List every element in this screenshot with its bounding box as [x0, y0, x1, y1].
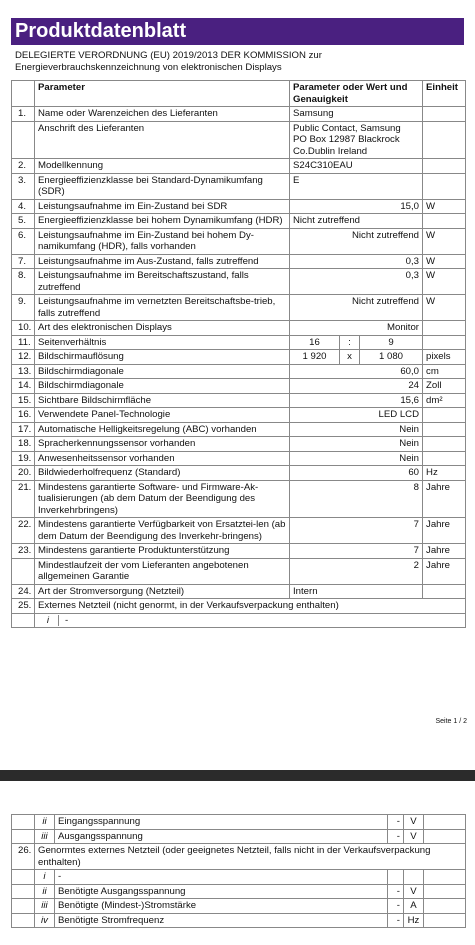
row-unit: [423, 584, 466, 599]
row-value: 7: [290, 518, 423, 544]
row-value-a: 16: [290, 335, 340, 350]
row-parameter: Energieeffizienzklasse bei Standard-Dynamikumfang (SDR): [35, 173, 290, 199]
row-number: 22.: [12, 518, 35, 544]
row-number: 12.: [12, 350, 35, 365]
row-parameter: Leistungsaufnahme im Ein-Zustand bei SDR: [35, 199, 290, 214]
subrow-value: -: [388, 913, 404, 928]
row-parameter: Anwesenheitssensor vorhanden: [35, 451, 290, 466]
subrow-parameter: Benötigte (Mindest-)Stromstärke: [55, 899, 388, 914]
row-parameter: Spracherkennungssensor vorhanden: [35, 437, 290, 452]
row-number: 19.: [12, 451, 35, 466]
table-row: [12, 254, 466, 269]
table-row: [12, 437, 466, 452]
header-value: Parameter oder Wert und Genauigkeit: [290, 81, 423, 107]
row-number: 5.: [12, 214, 35, 229]
subrow-parameter: -: [55, 870, 388, 885]
product-data-table: [11, 80, 466, 628]
table-row: [12, 480, 466, 518]
subrow-unit: A: [404, 899, 424, 914]
page-separator: [0, 770, 475, 781]
subtitle-line-1: DELEGIERTE VERORDNUNG (EU) 2019/2013 DER KOMMISSION zur: [15, 50, 322, 61]
row-parameter: Anschrift des Lieferanten: [35, 121, 290, 159]
row-parameter: Mindestens garantierte Produktunterstützung: [35, 544, 290, 559]
subrow-value: -: [65, 614, 69, 626]
table-row: [12, 451, 466, 466]
row-number: 26.: [12, 844, 35, 870]
row-unit: cm: [423, 364, 466, 379]
product-data-table-continued: [11, 814, 466, 928]
row-parameter: Leistungsaufnahme im vernetzten Bereitschaftsbe-trieb, falls zutreffend: [35, 295, 290, 321]
row-value: 24: [290, 379, 423, 394]
row-parameter: Name oder Warenzeichen des Lieferanten: [35, 107, 290, 122]
row-unit: pixels: [423, 350, 466, 365]
row-number: 23.: [12, 544, 35, 559]
table-subrow: [12, 913, 466, 928]
row-number: 18.: [12, 437, 35, 452]
row-unit: W: [423, 295, 466, 321]
page-title: Produktdatenblatt: [11, 18, 464, 45]
row-value: 15,0: [290, 199, 423, 214]
row-unit: [423, 451, 466, 466]
row-number: 21.: [12, 480, 35, 518]
row-number: [12, 558, 35, 584]
row-number: 7.: [12, 254, 35, 269]
row-value-a: 1 920: [290, 350, 340, 365]
row-unit: [423, 159, 466, 174]
subrow-index: iv: [35, 913, 55, 928]
row-value: 60: [290, 466, 423, 481]
row-value: Intern: [290, 584, 423, 599]
row-number: 25.: [12, 599, 35, 614]
row-unit: Zoll: [423, 379, 466, 394]
row-number: [12, 899, 35, 914]
row-unit: Jahre: [423, 544, 466, 559]
subrow-blank: [424, 870, 466, 885]
row-value: Nein: [290, 451, 423, 466]
row-unit: [423, 173, 466, 199]
row-number: [12, 870, 35, 885]
row-parameter: Energieeffizienzklasse bei hohem Dynamikumfang (HDR): [35, 214, 290, 229]
regulation-subtitle: [15, 50, 465, 74]
row-number: 11.: [12, 335, 35, 350]
subrow-value: -: [388, 899, 404, 914]
page-footer: Seite 1 / 2: [435, 718, 467, 725]
row-number: 15.: [12, 393, 35, 408]
row-number: 9.: [12, 295, 35, 321]
row-number: 4.: [12, 199, 35, 214]
table-row-26: [12, 844, 466, 870]
row-value: 60,0: [290, 364, 423, 379]
row-unit: Jahre: [423, 480, 466, 518]
subrow-value: -: [388, 815, 404, 830]
table-row: [12, 173, 466, 199]
row-parameter: Externes Netzteil (nicht genormt, in der Verkaufsverpackung enthalten): [35, 599, 466, 614]
row-parameter: Leistungsaufnahme im Ein-Zustand bei hohem Dy-namikumfang (HDR), falls vorhanden: [35, 228, 290, 254]
row-parameter: Modellkennung: [35, 159, 290, 174]
table-subrow: [12, 884, 466, 899]
row-number: 3.: [12, 173, 35, 199]
subrow-parameter: Eingangsspannung: [55, 815, 388, 830]
table-row: [12, 214, 466, 229]
row-number: 14.: [12, 379, 35, 394]
row-parameter: Mindestlaufzeit der vom Lieferanten angebotenen allgemeinen Garantie: [35, 558, 290, 584]
subrow-blank: [424, 899, 466, 914]
row-number: [12, 884, 35, 899]
subrow-index: i: [38, 615, 59, 627]
subrow-unit: V: [404, 829, 424, 844]
row-value: Nein: [290, 437, 423, 452]
row-number: 24.: [12, 584, 35, 599]
row-parameter: Leistungsaufnahme im Aus-Zustand, falls zutreffend: [35, 254, 290, 269]
row-unit: [423, 335, 466, 350]
row-value: 8: [290, 480, 423, 518]
row-parameter: Bildschirmdiagonale: [35, 364, 290, 379]
row-value: Samsung: [290, 107, 423, 122]
table-row: [12, 558, 466, 584]
row-value: Monitor: [290, 321, 423, 336]
table-row: [12, 422, 466, 437]
row-parameter: Mindestens garantierte Verfügbarkeit von Ersatztei-len (ab dem Datum der Beendigung des Inverkehr-bringens): [35, 518, 290, 544]
table-subrow: [12, 870, 466, 885]
subrow-parameter: Ausgangsspannung: [55, 829, 388, 844]
row-parameter: Art des elektronischen Displays: [35, 321, 290, 336]
subrow-value: -: [388, 829, 404, 844]
table-row: [12, 584, 466, 599]
subtitle-line-2: Energieverbrauchskennzeichnung von elektronischen Displays: [15, 62, 282, 73]
row-unit: Hz: [423, 466, 466, 481]
row-unit: [423, 321, 466, 336]
row-value: Nicht zutreffend: [290, 295, 423, 321]
row-number: 8.: [12, 269, 35, 295]
row-value: 0,3: [290, 254, 423, 269]
row-number: [12, 613, 35, 628]
row-unit: W: [423, 254, 466, 269]
subrow-blank: [424, 829, 466, 844]
subrow-parameter: Benötigte Ausgangsspannung: [55, 884, 388, 899]
row-value: Public Contact, Samsung PO Box 12987 Blackrock Co.Dublin Ireland: [290, 121, 423, 159]
table-row: [12, 199, 466, 214]
table-row-25: [12, 599, 466, 614]
table-row: [12, 379, 466, 394]
table-row: [12, 269, 466, 295]
table-row: [12, 364, 466, 379]
row-unit: [423, 121, 466, 159]
row-parameter: Mindestens garantierte Software- und Firmware-Ak-tualisierungen (ab dem Datum der Beendigung des Inverkehrbringens): [35, 480, 290, 518]
table-row: [12, 393, 466, 408]
subrow-blank: [424, 884, 466, 899]
row-parameter: Verwendete Panel-Technologie: [35, 408, 290, 423]
row-value: 2: [290, 558, 423, 584]
table-row: [12, 335, 466, 350]
row-value: Nicht zutreffend: [290, 214, 423, 229]
row-unit: W: [423, 269, 466, 295]
row-number: [12, 815, 35, 830]
row-number: 10.: [12, 321, 35, 336]
row-unit: [423, 437, 466, 452]
row-unit: [423, 408, 466, 423]
row-value: 7: [290, 544, 423, 559]
row-value: Nein: [290, 422, 423, 437]
subrow-unit: V: [404, 815, 424, 830]
table-row: [12, 121, 466, 159]
subrow-unit: [404, 870, 424, 885]
subrow-index: ii: [35, 815, 55, 830]
row-value-b: 1 080: [360, 350, 423, 365]
header-num: [12, 81, 35, 107]
row-unit: [423, 422, 466, 437]
page-2: [0, 798, 475, 945]
table-row: [12, 228, 466, 254]
subrow-index: ii: [35, 884, 55, 899]
subrow-unit: V: [404, 884, 424, 899]
subrow-index: iii: [35, 829, 55, 844]
table-row: [12, 518, 466, 544]
row-number: [12, 829, 35, 844]
row-parameter: Bildwiederholfrequenz (Standard): [35, 466, 290, 481]
row-parameter: Art der Stromversorgung (Netzteil): [35, 584, 290, 599]
row-number: 17.: [12, 422, 35, 437]
subrow-index: i: [35, 870, 55, 885]
row-number: 13.: [12, 364, 35, 379]
row-unit: Jahre: [423, 518, 466, 544]
row-parameter: Automatische Helligkeitsregelung (ABC) vorhanden: [35, 422, 290, 437]
row-number: [12, 913, 35, 928]
table-subrow: [12, 899, 466, 914]
subrow-unit: Hz: [404, 913, 424, 928]
subrow-blank: [424, 815, 466, 830]
header-parameter: Parameter: [35, 81, 290, 107]
row-parameter: Bildschirmauflösung: [35, 350, 290, 365]
subrow-parameter: Benötigte Stromfrequenz: [55, 913, 388, 928]
table-row: [12, 408, 466, 423]
row-value-sep: x: [340, 350, 360, 365]
table-header-row: [12, 81, 466, 107]
row-number: 20.: [12, 466, 35, 481]
row-value-sep: :: [340, 335, 360, 350]
table-row: [12, 321, 466, 336]
table-row: [12, 350, 466, 365]
row-value: 0,3: [290, 269, 423, 295]
row-parameter: Seitenverhältnis: [35, 335, 290, 350]
table-row: [12, 544, 466, 559]
row-unit: W: [423, 228, 466, 254]
table-row: [12, 159, 466, 174]
row-parameter: Sichtbare Bildschirmfläche: [35, 393, 290, 408]
table-row: [12, 295, 466, 321]
row-unit: [423, 214, 466, 229]
row-unit: Jahre: [423, 558, 466, 584]
row-value: E: [290, 173, 423, 199]
subrow-content: [35, 613, 466, 628]
table-subrow: [12, 829, 466, 844]
row-value-b: 9: [360, 335, 423, 350]
subrow-blank: [424, 913, 466, 928]
row-value: Nicht zutreffend: [290, 228, 423, 254]
row-unit: [423, 107, 466, 122]
row-parameter: Genormtes externes Netzteil (oder geeignetes Netzteil, falls nicht in der Verkaufsverpackung enthalten): [35, 844, 466, 870]
table-subrow: [12, 815, 466, 830]
row-value: 15,6: [290, 393, 423, 408]
row-parameter: Bildschirmdiagonale: [35, 379, 290, 394]
table-row: [12, 107, 466, 122]
row-number: 1.: [12, 107, 35, 122]
row-number: [12, 121, 35, 159]
table-subrow: [12, 613, 466, 628]
row-unit: W: [423, 199, 466, 214]
row-number: 16.: [12, 408, 35, 423]
table-row: [12, 466, 466, 481]
subrow-value: [388, 870, 404, 885]
row-unit: dm²: [423, 393, 466, 408]
row-number: 6.: [12, 228, 35, 254]
subrow-value: -: [388, 884, 404, 899]
row-value: LED LCD: [290, 408, 423, 423]
row-parameter: Leistungsaufnahme im Bereitschaftszustand, falls zutreffend: [35, 269, 290, 295]
row-value: S24C310EAU: [290, 159, 423, 174]
header-unit: Einheit: [423, 81, 466, 107]
row-number: 2.: [12, 159, 35, 174]
subrow-index: iii: [35, 899, 55, 914]
